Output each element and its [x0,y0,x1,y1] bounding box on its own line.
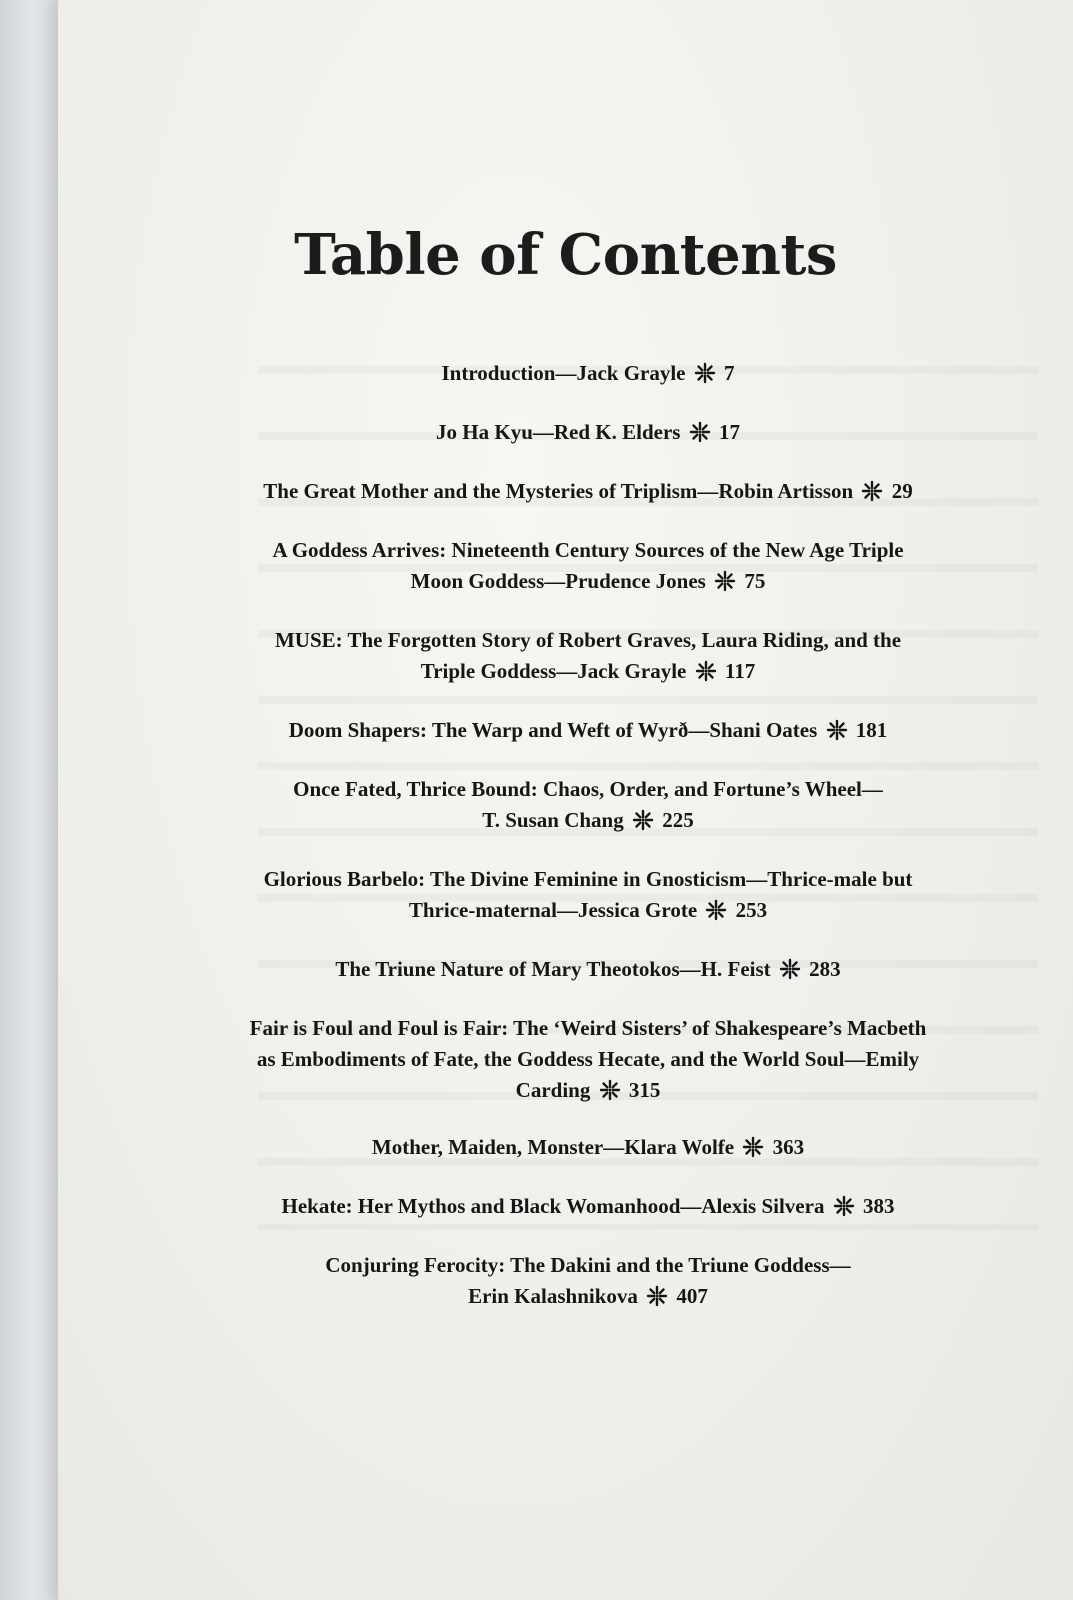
toc-entry-text: Once Fated, Thrice Bound: Chaos, Order, and Fortune’s Wheel— [293,777,883,801]
contents-list [158,358,1018,1340]
toc-entry-line [158,1013,1018,1044]
toc-entry-text: Introduction—Jack Grayle [441,361,686,385]
toc-entry-line [158,566,1018,597]
toc-entry [158,864,1018,926]
toc-entry-line [158,1075,1018,1106]
asterism-flower-icon [860,480,884,502]
toc-page-number: 283 [809,957,841,981]
toc-entry-line [158,715,1018,746]
toc-entry-text: Fair is Foul and Foul is Fair: The ‘Weird Sisters’ of Shakespeare’s Macbeth [249,1016,927,1040]
toc-entry-line [158,656,1018,687]
toc-entry [158,1250,1018,1312]
toc-entry-line [158,864,1018,895]
toc-page-number: 253 [735,898,768,922]
asterism-flower-icon [713,570,737,592]
toc-entry-line [158,805,1018,836]
toc-page-number: 225 [662,808,694,832]
toc-entry-text: Doom Shapers: The Warp and Weft of Wyrð—Shani Oates [288,718,818,742]
toc-entry [158,1191,1018,1222]
toc-page-number: 383 [862,1194,895,1218]
toc-page-number: 17 [718,420,740,444]
toc-page-number: 29 [891,479,913,503]
toc-entry-text: Mother, Maiden, Monster—Klara Wolfe [371,1135,735,1159]
toc-entry [158,358,1018,389]
toc-entry [158,954,1018,985]
toc-entry-text: A Goddess Arrives: Nineteenth Century Sources of the New Age Triple [272,538,904,562]
toc-entry-text: T. Susan Chang [482,808,624,832]
toc-page-number: 181 [855,718,888,742]
toc-page-number: 75 [744,569,766,593]
toc-entry-line [158,1281,1018,1312]
toc-entry [158,476,1018,507]
toc-entry-line [158,476,1018,507]
toc-entry-line [158,954,1018,985]
toc-page-number: 407 [676,1284,708,1308]
toc-entry-line [158,358,1018,389]
asterism-flower-icon [694,660,718,682]
toc-entry-text: Triple Goddess—Jack Grayle [420,659,687,683]
asterism-flower-icon [832,1195,856,1217]
toc-entry-text: Jo Ha Kyu—Red K. Elders [436,420,681,444]
toc-entry-line [158,1250,1018,1281]
toc-entry [158,417,1018,448]
toc-entry-line [158,1191,1018,1222]
toc-entry [158,1132,1018,1163]
toc-entry-text: Thrice-maternal—Jessica Grote [408,898,698,922]
toc-entry-text: MUSE: The Forgotten Story of Robert Graves, Laura Riding, and the [274,628,902,652]
toc-page-number: 363 [772,1135,805,1159]
toc-page-number: 7 [724,361,735,385]
toc-entry-text: Conjuring Ferocity: The Dakini and the Triune Goddess— [325,1253,851,1277]
toc-entry-line [158,1132,1018,1163]
toc-entry-text: Hekate: Her Mythos and Black Womanhood—Alexis Silvera [281,1194,825,1218]
toc-page-number: 117 [724,659,756,683]
asterism-flower-icon [598,1079,622,1101]
toc-entry-line [158,417,1018,448]
book-page [58,0,1073,1600]
toc-entry-text: as Embodiments of Fate, the Goddess Hecate, and the World Soul—Emily [256,1047,920,1071]
toc-entry-line [158,535,1018,566]
toc-entry-text: The Great Mother and the Mysteries of Triplism—Robin Artisson [263,479,854,503]
toc-entry [158,715,1018,746]
asterism-flower-icon [631,809,655,831]
asterism-flower-icon [825,719,849,741]
asterism-flower-icon [645,1285,669,1307]
toc-entry [158,625,1018,687]
toc-entry [158,774,1018,836]
toc-entry-text: Moon Goddess—Prudence Jones [410,569,706,593]
asterism-flower-icon [741,1136,765,1158]
toc-entry-text: Erin Kalashnikova [468,1284,638,1308]
toc-entry [158,1013,1018,1106]
toc-entry-line [158,625,1018,656]
asterism-flower-icon [688,421,712,443]
asterism-flower-icon [778,958,802,980]
toc-entry-line [158,1044,1018,1075]
toc-entry-line [158,774,1018,805]
toc-entry-line [158,895,1018,926]
asterism-flower-icon [693,362,717,384]
toc-entry-text: The Triune Nature of Mary Theotokos—H. Feist [335,957,771,981]
asterism-flower-icon [704,899,728,921]
toc-entry-text: Carding [515,1078,591,1102]
page-title: Table of Contents [294,222,837,288]
toc-entry [158,535,1018,597]
toc-page-number: 315 [628,1078,661,1102]
toc-entry-text: Glorious Barbelo: The Divine Feminine in Gnosticism—Thrice-male but [263,867,913,891]
